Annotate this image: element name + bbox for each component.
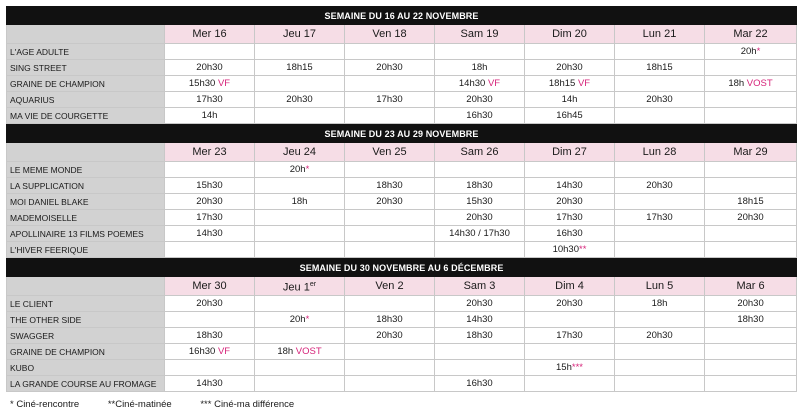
film-title: APOLLINAIRE 13 FILMS POEMES xyxy=(7,226,165,242)
showtime-cell: 17h30 xyxy=(525,210,615,226)
day-header: Ven 25 xyxy=(345,143,435,162)
showtime-cell xyxy=(435,360,525,376)
showtime-cell xyxy=(615,226,705,242)
legend xyxy=(10,399,320,410)
film-title: LA SUPPLICATION xyxy=(7,178,165,194)
showtime-cell: 15h30 xyxy=(435,194,525,210)
showtime-note: ** xyxy=(579,243,587,255)
showtime-cell xyxy=(615,344,705,360)
showtime-cell: 16h45 xyxy=(525,108,615,124)
showtime-cell xyxy=(255,226,345,242)
showtime-cell xyxy=(255,296,345,312)
showtime-cell xyxy=(615,376,705,392)
day-header: Mer 23 xyxy=(165,143,255,162)
showtime-cell xyxy=(165,162,255,178)
showtime-cell xyxy=(705,376,797,392)
showtime-cell xyxy=(705,226,797,242)
showtime-cell: 20h30 xyxy=(705,210,797,226)
showtime-cell xyxy=(615,360,705,376)
showtime-cell: 15h30 VF xyxy=(165,76,255,92)
film-row xyxy=(7,178,797,194)
showtime-cell: 18h15 xyxy=(705,194,797,210)
showtime-cell xyxy=(435,162,525,178)
film-row xyxy=(7,194,797,210)
film-title: GRAINE DE CHAMPION xyxy=(7,76,165,92)
showtime-note: * xyxy=(305,313,310,325)
showtime-cell xyxy=(255,108,345,124)
showtime-cell xyxy=(615,44,705,60)
showtime-cell: 18h15 VF xyxy=(525,76,615,92)
film-row xyxy=(7,44,797,60)
film-title: THE OTHER SIDE xyxy=(7,312,165,328)
showtime-cell: 14h30 xyxy=(435,312,525,328)
film-title: AQUARIUS xyxy=(7,92,165,108)
showtime-cell xyxy=(255,242,345,258)
day-header-row xyxy=(7,143,797,162)
showtime-cell xyxy=(165,360,255,376)
film-title: L'AGE ADULTE xyxy=(7,44,165,60)
film-title: LE MEME MONDE xyxy=(7,162,165,178)
showtime-cell: 10h30** xyxy=(525,242,615,258)
film-title: SING STREET xyxy=(7,60,165,76)
legend-cine-ma-difference: *** Ciné-ma différence xyxy=(200,399,295,410)
showtime-cell: 20h30 xyxy=(345,328,435,344)
showtime-cell xyxy=(705,344,797,360)
showtime-cell xyxy=(255,360,345,376)
day-header: Dim 20 xyxy=(525,25,615,44)
showtime-cell: 20h30 xyxy=(525,194,615,210)
showtime-cell: 20h30 xyxy=(435,296,525,312)
week-title: SEMAINE DU 30 NOVEMBRE AU 6 DÉCEMBRE xyxy=(7,259,797,277)
day-header: Mar 6 xyxy=(705,277,797,296)
day-header: Jeu 24 xyxy=(255,143,345,162)
showtime-note: VOST xyxy=(293,345,322,357)
film-row xyxy=(7,162,797,178)
week-table xyxy=(6,6,797,124)
week-banner xyxy=(7,259,797,277)
day-header: Jeu 17 xyxy=(255,25,345,44)
showtime-cell xyxy=(345,108,435,124)
showtime-note: *** xyxy=(571,361,583,373)
showtime-note: * xyxy=(756,45,761,57)
film-row xyxy=(7,210,797,226)
showtime-note: VF xyxy=(485,77,501,89)
showtime-cell: 20h* xyxy=(705,44,797,60)
showtime-cell: 15h30 xyxy=(165,178,255,194)
showtime-cell xyxy=(345,162,435,178)
day-header-row xyxy=(7,25,797,44)
film-row xyxy=(7,328,797,344)
day-header: Ven 18 xyxy=(345,25,435,44)
showtime-cell: 18h30 xyxy=(435,328,525,344)
showtime-cell: 20h30 xyxy=(165,296,255,312)
showtime-cell: 14h30 xyxy=(525,178,615,194)
week-banner xyxy=(7,125,797,143)
showtime-cell: 18h30 xyxy=(435,178,525,194)
showtime-cell xyxy=(615,194,705,210)
film-title: L'HIVER FEERIQUE xyxy=(7,242,165,258)
showtime-cell: 16h30 xyxy=(435,376,525,392)
showtime-cell: 20h30 xyxy=(615,92,705,108)
showtime-cell: 18h15 xyxy=(615,60,705,76)
showtime-cell: 14h30 xyxy=(165,376,255,392)
film-row xyxy=(7,242,797,258)
week-table xyxy=(6,124,797,258)
showtime-cell xyxy=(345,360,435,376)
showtime-cell: 20h30 xyxy=(165,60,255,76)
showtime-cell xyxy=(255,376,345,392)
showtime-cell: 17h30 xyxy=(615,210,705,226)
film-row xyxy=(7,344,797,360)
week-title: SEMAINE DU 23 AU 29 NOVEMBRE xyxy=(7,125,797,143)
showtime-cell xyxy=(345,76,435,92)
showtime-cell xyxy=(165,44,255,60)
showtime-cell: 20h30 xyxy=(705,296,797,312)
showtime-cell xyxy=(705,162,797,178)
showtime-cell: 20h30 xyxy=(525,296,615,312)
day-header: Ven 2 xyxy=(345,277,435,296)
day-header: Mar 22 xyxy=(705,25,797,44)
showtime-cell xyxy=(525,44,615,60)
day-header: Sam 3 xyxy=(435,277,525,296)
film-title: KUBO xyxy=(7,360,165,376)
showtime-cell: 15h*** xyxy=(525,360,615,376)
film-row xyxy=(7,360,797,376)
showtime-cell xyxy=(165,312,255,328)
showtime-cell: 20h* xyxy=(255,162,345,178)
showtime-cell: 20h* xyxy=(255,312,345,328)
film-row xyxy=(7,376,797,392)
showtime-cell: 20h30 xyxy=(255,92,345,108)
showtime-cell xyxy=(345,242,435,258)
day-header: Lun 5 xyxy=(615,277,705,296)
showtime-cell xyxy=(345,344,435,360)
showtime-cell: 16h30 xyxy=(435,108,525,124)
showtime-cell xyxy=(345,210,435,226)
showtime-cell xyxy=(345,296,435,312)
showtime-cell xyxy=(705,360,797,376)
showtime-note: VF xyxy=(215,77,231,89)
film-title: LE CLIENT xyxy=(7,296,165,312)
week-title: SEMAINE DU 16 AU 22 NOVEMBRE xyxy=(7,7,797,25)
showtime-cell: 20h30 xyxy=(615,178,705,194)
day-header: Sam 26 xyxy=(435,143,525,162)
showtime-cell: 14h30 xyxy=(165,226,255,242)
showtime-cell xyxy=(255,210,345,226)
week-table xyxy=(6,258,797,392)
showtime-cell xyxy=(345,226,435,242)
showtime-cell: 18h30 xyxy=(705,312,797,328)
showtime-cell xyxy=(345,44,435,60)
showtime-cell: 18h VOST xyxy=(705,76,797,92)
film-row xyxy=(7,92,797,108)
showtime-cell xyxy=(705,328,797,344)
day-header: Mer 16 xyxy=(165,25,255,44)
day-header: Dim 4 xyxy=(525,277,615,296)
film-row xyxy=(7,312,797,328)
showtime-cell xyxy=(705,108,797,124)
showtime-cell: 14h30 VF xyxy=(435,76,525,92)
showtime-cell: 16h30 xyxy=(525,226,615,242)
showtime-cell: 18h30 xyxy=(345,312,435,328)
day-header: Dim 27 xyxy=(525,143,615,162)
showtime-cell xyxy=(615,162,705,178)
film-title: MA VIE DE COURGETTE xyxy=(7,108,165,124)
film-row xyxy=(7,296,797,312)
showtime-cell: 18h30 xyxy=(165,328,255,344)
showtime-cell xyxy=(345,376,435,392)
showtime-cell: 17h30 xyxy=(165,210,255,226)
showtime-cell xyxy=(255,328,345,344)
showtime-cell xyxy=(705,92,797,108)
day-header: Mar 29 xyxy=(705,143,797,162)
showtime-cell: 14h30 / 17h30 xyxy=(435,226,525,242)
day-header: Mer 30 xyxy=(165,277,255,296)
showtime-cell xyxy=(705,178,797,194)
film-row xyxy=(7,108,797,124)
day-header: Sam 19 xyxy=(435,25,525,44)
showtime-cell xyxy=(165,242,255,258)
showtime-cell xyxy=(705,60,797,76)
showtime-cell: 14h xyxy=(165,108,255,124)
showtime-cell xyxy=(615,108,705,124)
legend-cine-matinee: **Ciné-matinée xyxy=(107,399,172,410)
showtime-cell xyxy=(615,242,705,258)
cinema-schedule xyxy=(6,6,796,392)
film-title: GRAINE DE CHAMPION xyxy=(7,344,165,360)
showtime-cell: 20h30 xyxy=(345,60,435,76)
showtime-cell xyxy=(615,312,705,328)
showtime-cell xyxy=(435,242,525,258)
day-header: Jeu 1er xyxy=(255,277,345,296)
showtime-cell xyxy=(525,344,615,360)
showtime-cell: 18h xyxy=(615,296,705,312)
showtime-cell xyxy=(525,376,615,392)
showtime-cell: 18h xyxy=(435,60,525,76)
showtime-cell: 18h VOST xyxy=(255,344,345,360)
showtime-cell: 14h xyxy=(525,92,615,108)
film-title: LA GRANDE COURSE AU FROMAGE xyxy=(7,376,165,392)
showtime-cell xyxy=(255,178,345,194)
showtime-cell: 18h15 xyxy=(255,60,345,76)
showtime-cell: 20h30 xyxy=(435,92,525,108)
header-corner xyxy=(7,25,165,44)
week-banner xyxy=(7,7,797,25)
header-corner xyxy=(7,277,165,296)
legend-cine-rencontre: * Ciné-rencontre xyxy=(10,399,80,410)
film-title: MOI DANIEL BLAKE xyxy=(7,194,165,210)
showtime-cell: 20h30 xyxy=(525,60,615,76)
showtime-cell: 17h30 xyxy=(525,328,615,344)
showtime-cell: 18h xyxy=(255,194,345,210)
day-header-row xyxy=(7,277,797,296)
film-title: MADEMOISELLE xyxy=(7,210,165,226)
showtime-cell xyxy=(255,76,345,92)
showtime-note: * xyxy=(305,163,310,175)
showtime-cell xyxy=(435,344,525,360)
showtime-cell: 18h30 xyxy=(345,178,435,194)
showtime-cell xyxy=(435,44,525,60)
showtime-cell xyxy=(525,162,615,178)
film-row xyxy=(7,60,797,76)
showtime-cell xyxy=(705,242,797,258)
showtime-cell: 20h30 xyxy=(435,210,525,226)
header-corner xyxy=(7,143,165,162)
showtime-note: VOST xyxy=(744,77,773,89)
showtime-cell: 20h30 xyxy=(165,194,255,210)
showtime-cell xyxy=(615,76,705,92)
showtime-note: VF xyxy=(575,77,591,89)
showtime-cell: 17h30 xyxy=(345,92,435,108)
showtime-cell xyxy=(255,44,345,60)
film-title: SWAGGER xyxy=(7,328,165,344)
showtime-cell xyxy=(525,312,615,328)
film-row xyxy=(7,226,797,242)
showtime-cell: 20h30 xyxy=(345,194,435,210)
showtime-cell: 20h30 xyxy=(615,328,705,344)
film-row xyxy=(7,76,797,92)
showtime-cell: 17h30 xyxy=(165,92,255,108)
showtime-note: VF xyxy=(215,345,231,357)
day-header: Lun 21 xyxy=(615,25,705,44)
showtime-cell: 16h30 VF xyxy=(165,344,255,360)
day-header: Lun 28 xyxy=(615,143,705,162)
